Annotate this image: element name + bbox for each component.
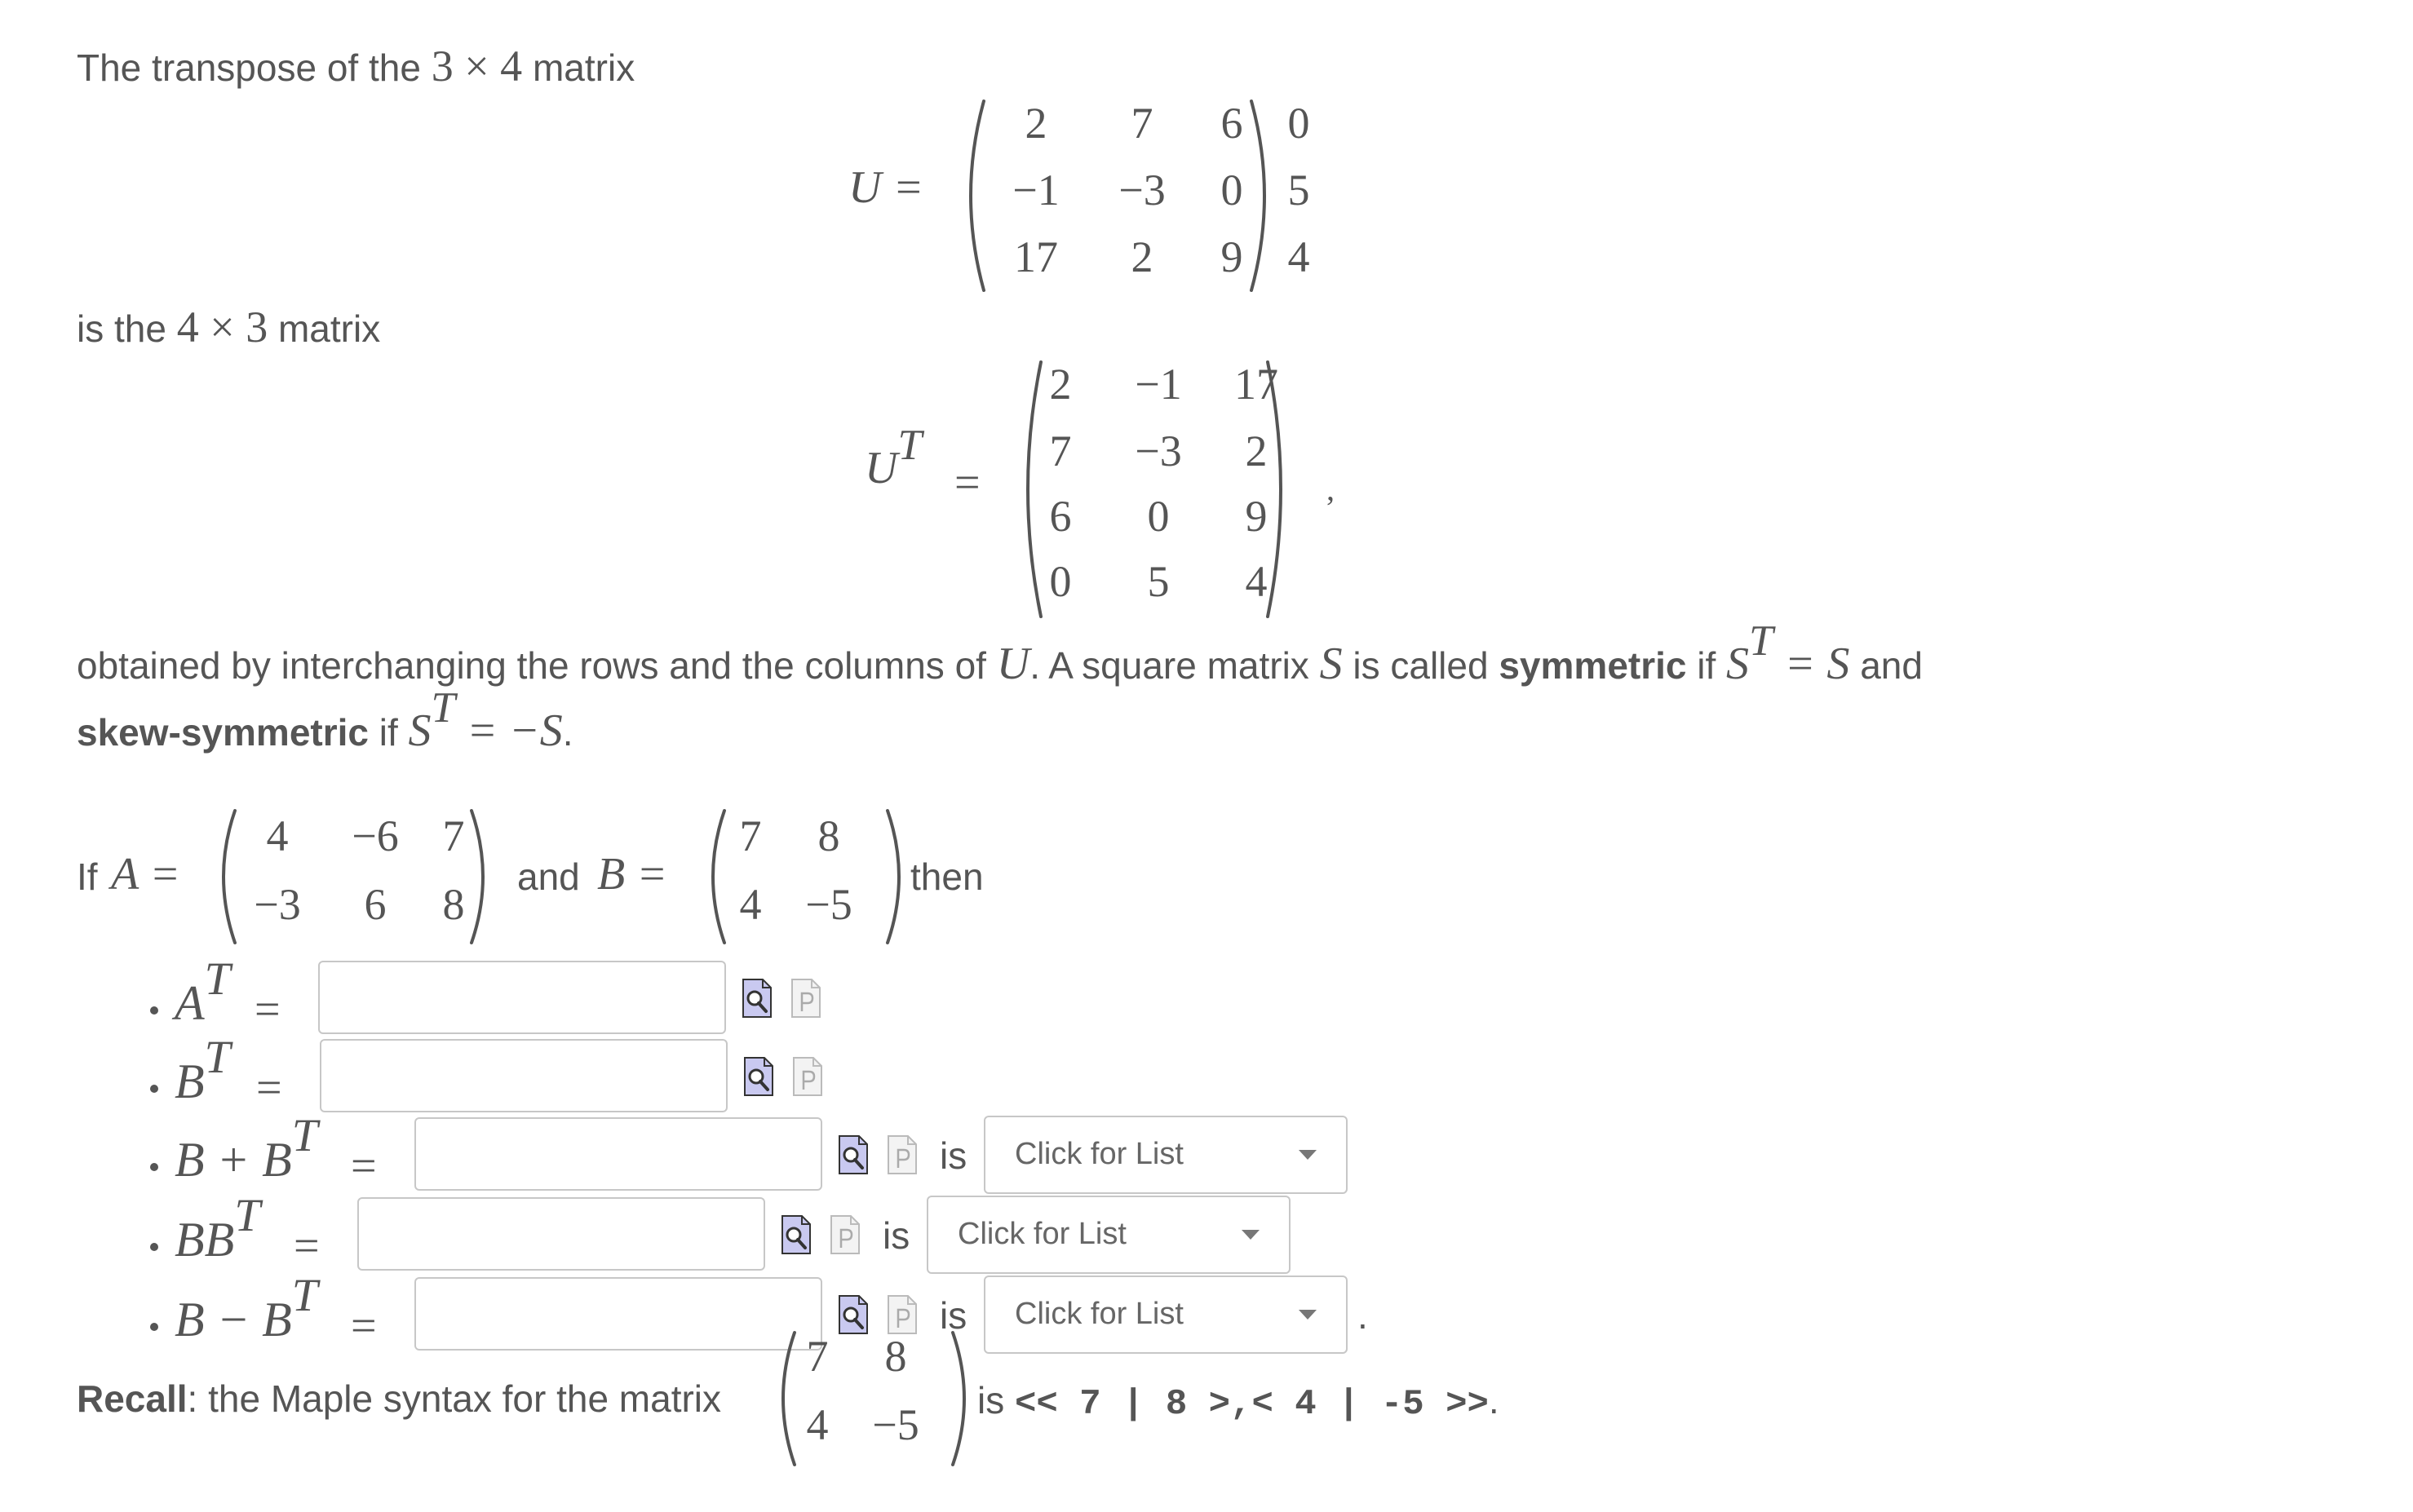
question-lhs [175, 953, 231, 1032]
matrix-cell: 0 [1220, 166, 1243, 214]
symbol-u: U [996, 639, 1030, 689]
question-expression: B [175, 1054, 205, 1108]
bullet [150, 1243, 158, 1251]
matrix-cell: 4 [806, 1400, 829, 1449]
matrix-cell: 5 [1147, 557, 1170, 606]
eq1-sup: T [1749, 616, 1773, 665]
left-paren [954, 98, 987, 294]
matrix-cell: 8 [884, 1332, 907, 1381]
definition-text-2: . A square matrix [1029, 644, 1309, 687]
intro-text-2: is the [77, 307, 166, 350]
problem-if: If [77, 855, 98, 898]
matrix-cell: −6 [352, 811, 399, 860]
definition-text: obtained by interchanging the rows and the columns of [77, 644, 986, 687]
bullet [150, 1006, 158, 1015]
left-paren [209, 807, 238, 946]
question-is: is [940, 1134, 967, 1177]
matrix-cell: 7 [442, 811, 465, 860]
matrix-cell: 2 [1025, 99, 1047, 148]
matrix-ut [865, 359, 1370, 620]
preview-icon[interactable] [741, 977, 773, 1019]
matrix-cell: −1 [1135, 360, 1182, 409]
eq1-lhs: S [1726, 639, 1750, 689]
chevron-down-icon [1299, 1150, 1317, 1160]
matrix-cell: 9 [1220, 232, 1243, 281]
question-expression: BB [175, 1213, 235, 1267]
matrix-cell: 2 [1131, 232, 1153, 281]
matrix-b-label: B = [597, 849, 667, 900]
question-expression: A [175, 976, 205, 1030]
recall-period: . [1488, 1379, 1499, 1421]
question-eq: = [294, 1221, 320, 1271]
dimension-3x4: 3 × 4 [431, 42, 523, 91]
question-eq: = [351, 1301, 377, 1351]
symbol-s: S [1319, 639, 1343, 689]
matrix-cell: 0 [1049, 557, 1072, 606]
question-is: is [883, 1214, 910, 1257]
question-eq: = [255, 984, 281, 1035]
dropdown-label: Click for List [958, 1217, 1127, 1251]
matrix-cell: −5 [805, 880, 852, 929]
definition-period: . [562, 711, 573, 754]
question-lhs [175, 1189, 261, 1268]
dropdown-label: Click for List [1015, 1137, 1184, 1171]
recall-is: is [977, 1379, 1005, 1421]
definition-text-5: and [1860, 644, 1923, 687]
question-lhs [175, 1031, 231, 1110]
definition-line-1 [77, 616, 1923, 690]
question-lhs [175, 1109, 318, 1188]
matrix-u-label: U = [848, 162, 924, 213]
intro-text-matrix: matrix [532, 46, 635, 89]
matrix-cell: −3 [254, 880, 301, 929]
recall-syntax-line [977, 1378, 1499, 1425]
question-sup: T [234, 1189, 261, 1241]
matrix-cell: 2 [1245, 427, 1268, 475]
matrix-cell: 4 [1287, 232, 1310, 281]
matrix-cell: 17 [1234, 360, 1278, 409]
recall-text [77, 1377, 721, 1421]
definition-text-6: if [379, 711, 398, 754]
maple-syntax-icon[interactable] [829, 1214, 861, 1256]
bullet [150, 1085, 158, 1093]
matrix-cell: 2 [1049, 360, 1072, 409]
matrix-cell: −1 [1012, 166, 1060, 214]
intro-line-1 [77, 41, 635, 91]
preview-icon[interactable] [837, 1134, 870, 1176]
dimension-4x3: 4 × 3 [176, 303, 268, 351]
question-sup: T [204, 1031, 231, 1083]
eq1-rhs: = S [1784, 639, 1850, 689]
definition-line-2 [77, 683, 573, 757]
matrix-cell: 6 [1049, 492, 1072, 541]
matrix-ut-sup: T [897, 420, 923, 469]
chevron-down-icon [1299, 1310, 1317, 1320]
matrix-ut-label [865, 420, 923, 494]
answer-input[interactable] [320, 1039, 728, 1112]
definition-text-4: if [1697, 644, 1716, 687]
eq2-sup: T [431, 683, 456, 732]
right-paren [884, 807, 914, 946]
term-skew-symmetric: skew-symmetric [77, 711, 369, 754]
problem-statement [77, 807, 1056, 946]
equation-symmetric [1726, 616, 1850, 689]
question-sup: T [291, 1109, 318, 1161]
recall-bold: Recall [77, 1377, 188, 1420]
recall-note [77, 1329, 1708, 1476]
matrix-cell: 8 [817, 811, 840, 860]
answer-dropdown[interactable] [927, 1196, 1291, 1274]
dropdown-label: Click for List [1015, 1297, 1184, 1331]
question-row [0, 953, 1468, 1041]
question-expression: B + B [175, 1133, 292, 1187]
answer-input[interactable] [414, 1117, 822, 1191]
preview-icon[interactable] [780, 1214, 812, 1256]
matrix-a-label: A = [111, 849, 180, 900]
matrix-cell: 9 [1245, 492, 1268, 541]
question-sup: T [291, 1269, 318, 1321]
answer-input[interactable] [318, 961, 726, 1034]
matrix-cell: 4 [266, 811, 289, 860]
maple-syntax-icon[interactable] [791, 1055, 824, 1098]
maple-syntax-icon[interactable] [886, 1134, 919, 1176]
question-row [0, 1109, 1468, 1197]
question-expression: B − B [175, 1293, 292, 1346]
matrix-cell: 17 [1014, 232, 1058, 281]
question-row [0, 1189, 1468, 1277]
matrix-cell: −3 [1135, 427, 1182, 475]
intro-text-matrix-2: matrix [277, 307, 381, 350]
matrix-cell: 5 [1287, 166, 1310, 214]
matrix-cell: 8 [442, 880, 465, 929]
preview-icon[interactable] [742, 1055, 775, 1098]
bullet [150, 1163, 158, 1171]
intro-line-2 [77, 302, 380, 352]
matrix-cell: 7 [739, 811, 762, 860]
eq2-lhs: S [408, 705, 432, 756]
problem-and: and [517, 855, 580, 898]
question-row [0, 1031, 1468, 1119]
matrix-cell: 4 [1245, 557, 1268, 606]
answer-dropdown[interactable] [984, 1116, 1348, 1194]
matrix-cell: −3 [1118, 166, 1166, 214]
term-symmetric: symmetric [1499, 644, 1687, 687]
matrix-cell: 7 [1049, 427, 1072, 475]
matrix-cell: 7 [806, 1332, 829, 1381]
matrix-u [848, 98, 1354, 294]
maple-syntax: << 7 | 8 >,< 4 | -5 >> [1015, 1384, 1489, 1425]
eq2-rhs: = −S [467, 705, 563, 756]
question-eq: = [351, 1141, 377, 1191]
matrix-cell: 6 [364, 880, 387, 929]
chevron-down-icon [1242, 1230, 1260, 1240]
problem-then: then [910, 855, 984, 898]
matrix-cell: 6 [1220, 99, 1243, 148]
matrix-cell: 4 [739, 880, 762, 929]
matrix-ut-eq: = [954, 458, 981, 508]
question-period: . [1357, 1294, 1368, 1337]
recall-body: : the Maple syntax for the matrix [187, 1377, 722, 1420]
matrix-cell: −5 [872, 1400, 919, 1449]
question-is: is [940, 1294, 967, 1337]
matrix-cell: 7 [1131, 99, 1153, 148]
question-eq: = [256, 1063, 282, 1113]
matrix-cell: 0 [1287, 99, 1310, 148]
matrix-ut-label-u: U [865, 443, 898, 493]
equation-skew [408, 683, 563, 756]
maple-syntax-icon[interactable] [790, 977, 822, 1019]
right-paren [950, 1329, 979, 1468]
question-sup: T [204, 953, 231, 1005]
answer-input[interactable] [357, 1197, 765, 1271]
definition-text-3: is called [1353, 644, 1489, 687]
matrix-ut-comma: , [1326, 471, 1335, 507]
intro-text: The transpose of the [77, 46, 421, 89]
matrix-cell: 0 [1147, 492, 1170, 541]
